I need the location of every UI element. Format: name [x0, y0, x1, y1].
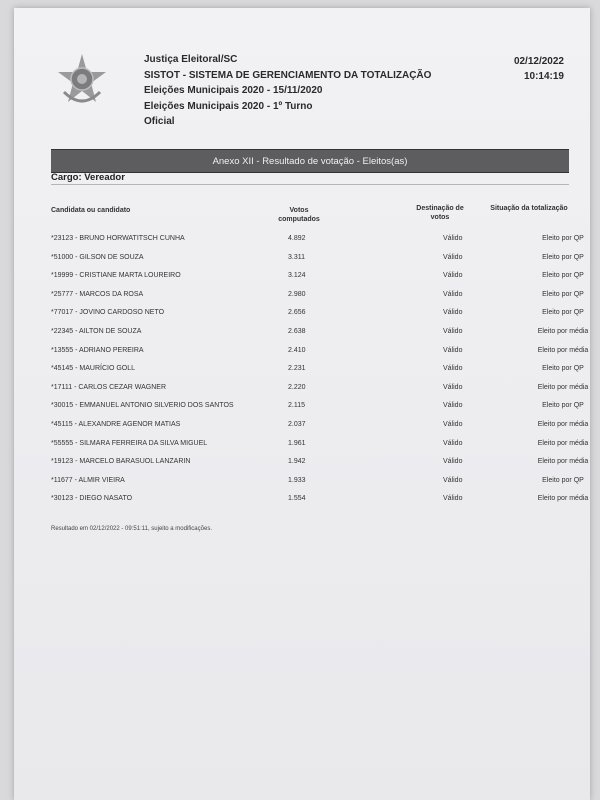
candidate-cell: *25777 - MARCOS DA ROSA	[51, 290, 144, 298]
brazil-coat-of-arms-icon	[54, 52, 110, 108]
votes-cell: 2.115	[288, 402, 305, 410]
table-row	[51, 476, 584, 496]
table-row	[51, 458, 589, 477]
candidate-cell: *77017 - JOVINO CARDOSO NETO	[51, 309, 165, 317]
situation-cell: Eleito por QP	[542, 235, 584, 242]
votes-cell: 1.942	[288, 458, 306, 466]
table-row	[51, 495, 589, 514]
document-page	[14, 8, 590, 800]
votes-cell: 2.037	[288, 421, 306, 428]
candidate-cell: *19999 - CRISTIANE MARTA LOUREIRO	[51, 272, 181, 280]
table-row	[51, 421, 589, 440]
candidate-cell: *17111 - CARLOS CEZAR WAGNER	[51, 383, 167, 391]
destination-cell: Válido	[443, 328, 463, 335]
situation-cell: Eleito por média	[537, 458, 589, 466]
report-header	[144, 52, 431, 130]
votes-cell: 1.554	[288, 495, 306, 503]
situation-cell: Eleito por média	[537, 383, 589, 391]
table-row	[51, 365, 584, 384]
header-situation: Situação da totalização	[490, 205, 568, 212]
candidate-cell: *30015 - EMMANUEL ANTONIO SILVERIO DOS SANTOS	[51, 402, 234, 410]
election-round: Eleições Municipais 2020 - 1º Turno	[144, 100, 313, 112]
destination-cell: Válido	[443, 309, 463, 317]
destination-cell: Válido	[443, 383, 463, 391]
votes-cell: 2.980	[288, 290, 306, 298]
candidate-cell: *23123 - BRUNO HORWATITSCH CUNHA	[51, 235, 185, 242]
candidate-cell: *55555 - SILMARA FERREIRA DA SILVA MIGUEL	[51, 439, 208, 447]
report-date: 02/12/2022	[513, 56, 564, 67]
candidate-cell: *19123 - MARCELO BARASUOL LANZARIN	[51, 458, 191, 466]
table-row	[51, 253, 584, 273]
destination-cell: Válido	[443, 290, 463, 298]
table-row	[51, 272, 584, 291]
votes-cell: 2.410	[288, 346, 306, 354]
destination-cell: Válido	[443, 439, 463, 447]
destination-cell: Válido	[443, 253, 463, 261]
header-candidate: Candidata ou candidato	[51, 207, 131, 214]
table-row	[51, 439, 589, 459]
table-row	[51, 328, 589, 347]
court-name: Justiça Eleitoral/SC	[144, 54, 238, 65]
situation-cell: Eleito por média	[537, 439, 589, 447]
situation-cell: Eleito por média	[537, 495, 589, 503]
report-time: 10:14:19	[523, 71, 564, 82]
cargo-label: Cargo: Vereador	[51, 172, 125, 183]
table-row	[51, 346, 589, 366]
situation-cell: Eleito por QP	[542, 272, 584, 280]
candidate-cell: *13555 - ADRIANO PEREIRA	[51, 346, 144, 354]
candidate-cell: *45115 - ALEXANDRE AGENOR MATIAS	[51, 421, 181, 428]
official-label: Oficial	[144, 116, 175, 127]
votes-cell: 3.124	[288, 272, 306, 280]
annex-title: Anexo XII - Resultado de votação - Eleitos(as)	[212, 155, 408, 167]
table-row	[51, 309, 584, 328]
situation-cell: Eleito por média	[537, 328, 589, 335]
header-destination: Destinação de votos	[416, 205, 464, 221]
destination-cell: Válido	[443, 421, 463, 428]
situation-cell: Eleito por QP	[542, 309, 584, 317]
system-name: SISTOT - SISTEMA DE GERENCIAMENTO DA TOTALIZAÇÃO	[144, 69, 432, 81]
votes-cell: 2.231	[288, 365, 306, 373]
destination-cell: Válido	[443, 272, 463, 280]
footer-note: Resultado em 02/12/2022 - 09:51:11, sujeito a modificações.	[51, 526, 212, 532]
situation-cell: Eleito por média	[537, 346, 589, 354]
votes-cell: 1.961	[288, 439, 306, 447]
votes-cell: 2.638	[288, 328, 306, 335]
candidate-cell: *51000 - GILSON DE SOUZA	[51, 253, 144, 261]
candidate-cell: *11677 - ALMIR VIEIRA	[51, 476, 125, 484]
candidate-cell: *45145 - MAURÍCIO GOLL	[51, 365, 136, 373]
table-row	[51, 290, 584, 310]
situation-cell: Eleito por QP	[542, 253, 584, 261]
candidate-cell: *30123 - DIEGO NASATO	[51, 495, 133, 503]
destination-cell: Válido	[443, 402, 463, 410]
situation-cell: Eleito por QP	[542, 365, 584, 373]
situation-cell: Eleito por QP	[542, 476, 584, 484]
destination-cell: Válido	[443, 346, 463, 354]
votes-cell: 2.220	[288, 383, 306, 391]
table-row	[51, 402, 584, 421]
table-row	[51, 235, 584, 254]
header-votes: Votos computados	[278, 207, 320, 223]
candidate-cell: *22345 - AILTON DE SOUZA	[51, 328, 142, 335]
votes-cell: 2.656	[288, 309, 306, 317]
situation-cell: Eleito por QP	[542, 402, 584, 410]
destination-cell: Válido	[443, 458, 463, 466]
report-datetime	[514, 54, 564, 84]
table-row	[51, 383, 589, 403]
divider	[51, 184, 569, 185]
situation-cell: Eleito por média	[537, 421, 589, 428]
destination-cell: Válido	[443, 495, 463, 503]
destination-cell: Válido	[443, 476, 463, 484]
election-date: Eleições Municipais 2020 - 15/11/2020	[144, 85, 323, 96]
votes-cell: 1.933	[288, 476, 306, 484]
annex-title-bar	[51, 149, 569, 173]
destination-cell: Válido	[443, 235, 463, 242]
votes-cell: 4.892	[288, 235, 306, 242]
votes-cell: 3.311	[288, 253, 305, 261]
destination-cell: Válido	[443, 365, 463, 373]
situation-cell: Eleito por QP	[542, 290, 584, 298]
